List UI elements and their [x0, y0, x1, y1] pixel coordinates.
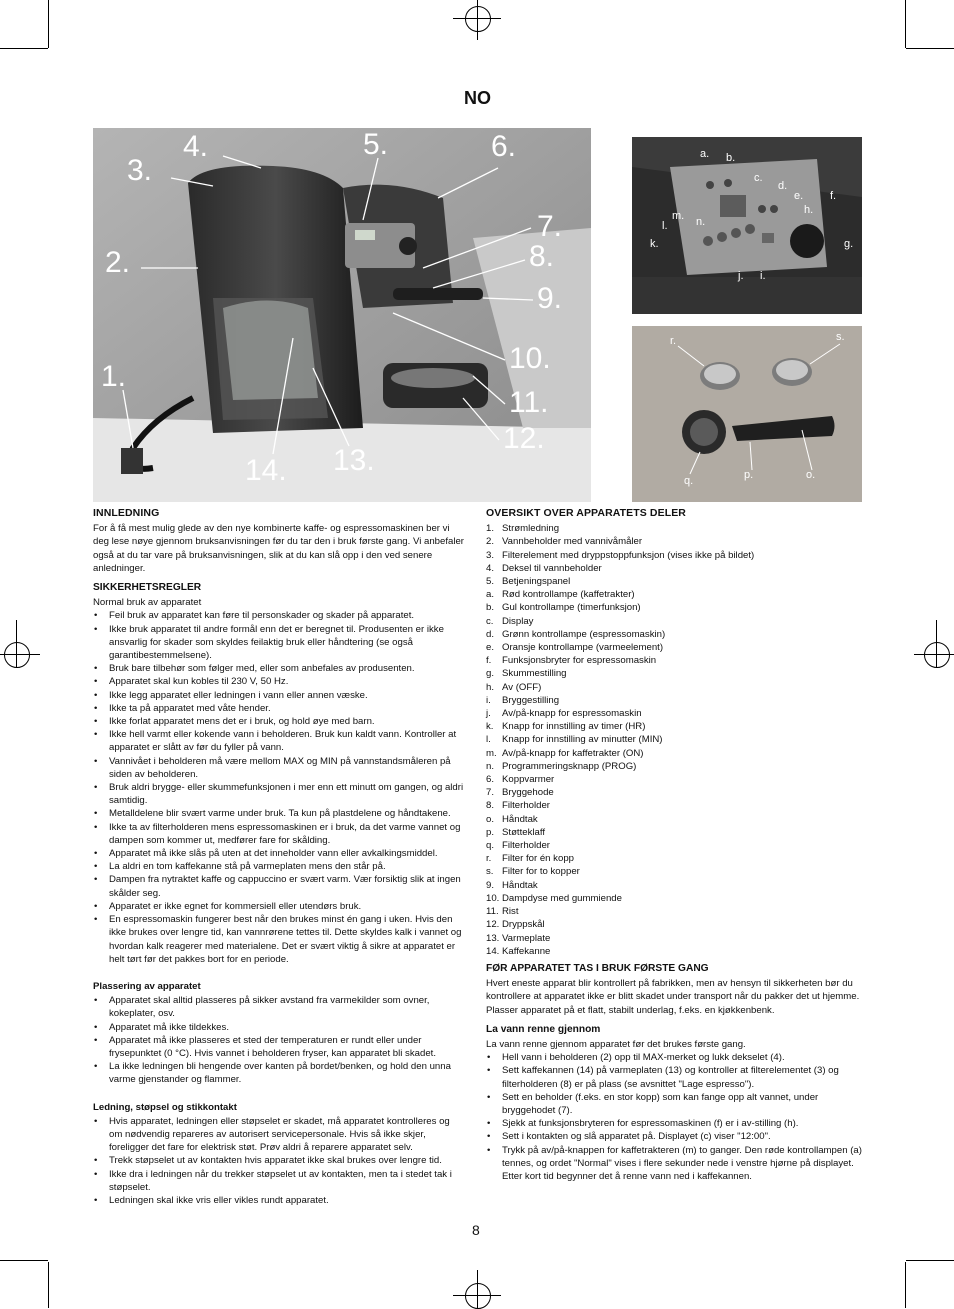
cord-list: [93, 1115, 465, 1207]
placement-heading: Plassering av apparatet: [93, 980, 201, 992]
first-use-text-1: Hvert eneste apparat blir kontrollert på fabrikken, men av hensyn til sikkerheten bør du kontrollere at apparatet ikke er blitt skadet under transport når du pakker det ut hjemme.: [486, 978, 860, 1003]
list-item: • Metalldelene blir svært varme under bruk. Ta kun på plastdelene og håndtakene.: [93, 807, 465, 820]
photo-label-12: 12.: [503, 422, 545, 455]
parts-list-item: [486, 773, 862, 786]
photo-coffee-machine-image: [93, 128, 591, 502]
parts-list-text: Av/på-knapp for kaffetrakter (ON): [502, 747, 644, 759]
parts-list-text: Bryggehode: [502, 787, 554, 799]
panel-label-i: i.: [760, 270, 766, 282]
parts-list-key: 2.: [486, 536, 495, 548]
parts-list-text: Filterholder: [502, 800, 550, 812]
crop-mark: [0, 1260, 48, 1261]
panel-label-a: a.: [700, 148, 710, 160]
parts-list-item: [486, 879, 862, 892]
parts-list-text: Deksel til vannbeholder: [502, 562, 602, 574]
parts-list-text: Dampdyse med gummiende: [502, 892, 622, 904]
parts-list-key: d.: [486, 628, 495, 640]
parts-list-text: Grønn kontrollampe (espressomaskin): [502, 628, 666, 640]
list-item: • Sett en beholder (f.eks. en stor kopp) som kan fange opp alt vannet, under bryggehodet (7).: [486, 1091, 862, 1117]
parts-list-key: 8.: [486, 800, 495, 812]
crop-mark: [48, 1262, 49, 1308]
parts-list-text: Filter for to kopper: [502, 866, 580, 878]
list-item: • Apparatet må ikke tildekkes.: [93, 1021, 465, 1034]
parts-list-item: [486, 562, 862, 575]
parts-list-item: [486, 681, 862, 694]
parts-list-item: [486, 799, 862, 812]
parts-list-text: Håndtak: [502, 813, 538, 825]
safety-list: [93, 609, 465, 965]
parts-list-text: Håndtak: [502, 879, 538, 891]
panel-label-n: n.: [696, 216, 706, 228]
parts-list-text: Kaffekanne: [502, 945, 551, 957]
parts-list: [486, 522, 862, 958]
parts-list-item: [486, 641, 862, 654]
parts-list-item: [486, 667, 862, 680]
parts-list-key: j.: [486, 708, 491, 720]
parts-list-item: [486, 535, 862, 548]
parts-list-key: 6.: [486, 774, 495, 786]
normal-use-label: Normal bruk av apparatet: [93, 597, 202, 609]
parts-list-key: p.: [486, 826, 495, 838]
parts-list-item: [486, 601, 862, 614]
registration-mark: [924, 642, 950, 668]
parts-list-text: Gul kontrollampe (timerfunksjon): [502, 602, 641, 614]
parts-list-text: Funksjonsbryter for espressomaskin: [502, 655, 657, 667]
panel-label-k: k.: [650, 238, 659, 250]
panel-label-j: j.: [738, 270, 744, 282]
list-item: • Dampen fra nytraktet kaffe og cappuccino er svært varm. Vær forsiktig slik at ingen skålder seg.: [93, 873, 465, 899]
parts-list-text: Programmeringsknapp (PROG): [502, 760, 637, 772]
photo-coffee-machine: [93, 128, 591, 502]
placement-list: [93, 994, 465, 1086]
parts-list-text: Oransje kontrollampe (varmeelement): [502, 642, 664, 654]
parts-list-item: [486, 945, 862, 958]
parts-list-key: o.: [486, 813, 495, 825]
parts-list-item: [486, 707, 862, 720]
parts-list-key: k.: [486, 721, 494, 733]
photo-label-8: 8.: [529, 240, 555, 273]
first-use-text-2: Plasser apparatet på et flatt, stabilt underlag, f.eks. en kjøkkenbenk.: [486, 1004, 775, 1016]
parts-list-key: 7.: [486, 787, 495, 799]
parts-list-item: [486, 694, 862, 707]
parts-list-text: Betjeningspanel: [502, 576, 571, 588]
parts-list-item: [486, 865, 862, 878]
panel-label-l: l.: [662, 220, 668, 232]
parts-list-key: 14.: [486, 945, 500, 957]
parts-list-item: [486, 549, 862, 562]
list-item: • Ikke forlat apparatet mens det er i bruk, og hold øye med barn.: [93, 715, 465, 728]
intro-text: For å få mest mulig glede av den nye kombinerte kaffe- og espressomaskinen ber vi deg lese nøye gjennom bruksanvisningen før du tar den i bruk første gang. Vi anbefaler også at du tar vare på bruksanvisningen, slik at du kan slå opp i den ved senere anledninger.: [93, 523, 464, 574]
parts-list-item: [486, 522, 862, 535]
photo-label-6: 6.: [491, 130, 517, 163]
parts-list-text: Av (OFF): [502, 681, 542, 693]
photo-label-4: 4.: [183, 130, 209, 163]
parts-list-key: 9.: [486, 879, 495, 891]
parts-list-text: Dryppskål: [502, 919, 545, 931]
parts-list-item: [486, 905, 862, 918]
panel-label-f: f.: [830, 190, 837, 202]
panel-label-e: e.: [794, 190, 804, 202]
crop-mark: [906, 48, 954, 49]
parts-list-text: Varmeplate: [502, 932, 551, 944]
parts-list-key: 12.: [486, 919, 500, 931]
parts-list-text: Bryggestilling: [502, 694, 560, 706]
list-item: • Bruk aldri brygge- eller skummefunksjonen i mer enn ett minutt om gangen, og aldri samtidig.: [93, 781, 465, 807]
parts-label-q: q.: [684, 475, 694, 487]
left-column: [93, 507, 465, 1207]
registration-mark: [465, 1283, 491, 1309]
parts-list-item: [486, 786, 862, 799]
parts-list-text: Rød kontrollampe (kaffetrakter): [502, 589, 635, 601]
photo-label-2: 2.: [105, 246, 131, 279]
photo-filter-parts-image: [632, 326, 862, 502]
safety-heading: SIKKERHETSREGLER: [93, 582, 202, 594]
water-heading: La vann renne gjennom: [486, 1023, 601, 1035]
parts-list-key: a.: [486, 589, 495, 601]
list-item: • Hvis apparatet, ledningen eller støpselet er skadet, må apparatet kontrolleres og om nødvendig repareres av autorisert servicepersonale. Hvis så ikke skjer, foreligger det fare for elektrisk støt. Prøv aldri å reparere apparatet selv.: [93, 1115, 465, 1155]
list-item: • Apparatet er ikke egnet for kommersiell eller utendørs bruk.: [93, 900, 465, 913]
parts-list-key: g.: [486, 668, 495, 680]
list-item: • Sjekk at funksjonsbryteren for espressomaskinen (f) er i av-stilling (h).: [486, 1117, 862, 1130]
language-code: NO: [464, 88, 491, 108]
photo-control-panel-image: [632, 137, 862, 314]
parts-label-s: s.: [836, 331, 845, 343]
list-item: • Apparatet skal alltid plasseres på sikker avstand fra varmekilder som ovner, kokeplater, osv.: [93, 994, 465, 1020]
parts-list-text: Filter for én kopp: [502, 853, 574, 865]
water-intro: La vann renne gjennom apparatet før det brukes første gang.: [486, 1038, 746, 1050]
photo-control-panel: [632, 137, 862, 314]
water-list: [486, 1051, 862, 1183]
registration-mark: [936, 620, 937, 668]
parts-list-text: Vannbeholder med vannivåmåler: [502, 536, 643, 548]
photo-label-11: 11.: [509, 386, 549, 419]
list-item: • Apparatet må ikke slås på uten at det inneholder vann eller avkalkingsmiddel.: [93, 847, 465, 860]
crop-mark: [906, 1260, 954, 1261]
crop-mark: [0, 48, 48, 49]
parts-list-key: 5.: [486, 576, 495, 588]
photo-label-7: 7.: [537, 210, 563, 243]
registration-mark: [16, 620, 17, 668]
photo-label-9: 9.: [537, 282, 563, 315]
list-item: • Trykk på av/på-knappen for kaffetrakteren (m) to ganger. Den røde kontrollampen (a) tennes, og ordet "Normal" vises i flere sekunder nede i venstre hjørne på displayet. Etter kort tid begynner det å renne vann ned i kaffekannen.: [486, 1144, 862, 1184]
parts-list-item: [486, 628, 862, 641]
list-item: • Apparatet skal kun kobles til 230 V, 50 Hz.: [93, 675, 465, 688]
photo-filter-parts: [632, 326, 862, 502]
parts-list-text: Filterholder: [502, 840, 550, 852]
parts-label-p: p.: [744, 469, 754, 481]
list-item: • Ikke dra i ledningen når du trekker støpselet ut av kontakten, men ta i stedet tak i støpselet.: [93, 1168, 465, 1194]
list-item: • Trekk støpselet ut av kontakten hvis apparatet ikke skal brukes over lengre tid.: [93, 1154, 465, 1167]
photo-label-14: 14.: [245, 454, 287, 487]
registration-mark: [0, 654, 40, 655]
parts-list-key: 1.: [486, 523, 495, 535]
parts-list-key: h.: [486, 681, 495, 693]
parts-list-item: [486, 747, 862, 760]
parts-list-item: [486, 733, 862, 746]
list-item: • Sett i kontakten og slå apparatet på. Displayet (c) viser "12:00".: [486, 1130, 862, 1143]
intro-heading: INNLEDNING: [93, 507, 160, 519]
registration-mark: [914, 654, 954, 655]
parts-list-text: Strømledning: [502, 523, 560, 535]
list-item: • Vannivået i beholderen må være mellom MAX og MIN på vannstandsmåleren på siden av beholderen.: [93, 755, 465, 781]
panel-label-g: g.: [844, 238, 854, 250]
parts-list-key: 3.: [486, 549, 495, 561]
parts-list-key: 10.: [486, 892, 500, 904]
parts-list-key: 13.: [486, 932, 500, 944]
panel-label-b: b.: [726, 152, 736, 164]
registration-mark: [477, 1270, 478, 1308]
parts-list-key: 4.: [486, 562, 495, 574]
parts-label-r: r.: [670, 335, 677, 347]
list-item: • La aldri en tom kaffekanne stå på varmeplaten mens den står på.: [93, 860, 465, 873]
parts-list-key: c.: [486, 615, 494, 627]
parts-list-key: q.: [486, 840, 495, 852]
parts-list-text: Rist: [502, 906, 519, 918]
crop-mark: [905, 0, 906, 48]
list-item: • Ikke legg apparatet eller ledningen i vann eller annen væske.: [93, 689, 465, 702]
photo-label-3: 3.: [127, 154, 153, 187]
parts-list-key: b.: [486, 602, 495, 614]
parts-list-key: r.: [486, 853, 492, 865]
parts-label-o: o.: [806, 469, 816, 481]
list-item: • Ledningen skal ikke vris eller vikles rundt apparatet.: [93, 1194, 465, 1207]
parts-list-text: Skummestilling: [502, 668, 567, 680]
panel-label-h: h.: [804, 204, 814, 216]
parts-heading: OVERSIKT OVER APPARATETS DELER: [486, 507, 686, 519]
parts-list-key: m.: [486, 747, 497, 759]
list-item: • Hell vann i beholderen (2) opp til MAX-merket og lukk dekselet (4).: [486, 1051, 862, 1064]
parts-list-key: l.: [486, 734, 491, 746]
list-item: • Bruk bare tilbehør som følger med, eller som anbefales av produsenten.: [93, 662, 465, 675]
photo-label-1: 1.: [101, 360, 127, 393]
parts-list-text: Av/på-knapp for espressomaskin: [502, 708, 642, 720]
photo-label-10: 10.: [509, 342, 551, 375]
panel-label-d: d.: [778, 180, 788, 192]
cord-heading: Ledning, støpsel og stikkontakt: [93, 1101, 237, 1113]
registration-mark: [465, 6, 491, 32]
parts-list-text: Display: [502, 615, 534, 627]
list-item: • En espressomaskin fungerer best når den brukes minst én gang i uken. Hvis den ikke brukes over lengre tid, kan vannrørene tettes til. Dette skyldes kalk i vannet og hvordan kalk reagerer med materialene. Det er svært viktig å sikre at apparatet er helt tørt før det pakkes bort for en periode.: [93, 913, 465, 966]
parts-list-item: [486, 575, 862, 588]
list-item: • La ikke ledningen bli hengende over kanten på bordet/benken, og hold den unna varme gjenstander og flammer.: [93, 1060, 465, 1086]
parts-list-item: [486, 720, 862, 733]
panel-label-m: m.: [672, 210, 685, 222]
parts-list-item: [486, 654, 862, 667]
parts-list-key: s.: [486, 866, 494, 878]
parts-list-item: [486, 932, 862, 945]
photo-label-13: 13.: [333, 444, 375, 477]
parts-list-item: [486, 588, 862, 601]
parts-list-item: [486, 918, 862, 931]
page-number: 8: [472, 1222, 480, 1238]
list-item: • Apparatet må ikke plasseres et sted der temperaturen er rundt eller under frysepunktet (0 °C). Hvis vannet i beholderen fryser, kan apparatet bli skadet.: [93, 1034, 465, 1060]
parts-list-item: [486, 615, 862, 628]
list-item: • Ikke ta av filterholderen mens espressomaskinen er i bruk, da det varme vannet og dampen som kommer ut, medfører fare for skålding.: [93, 821, 465, 847]
parts-list-key: i.: [486, 694, 491, 706]
parts-list-text: Koppvarmer: [502, 774, 555, 786]
registration-mark: [477, 0, 478, 40]
parts-list-key: n.: [486, 760, 495, 772]
parts-list-item: [486, 760, 862, 773]
parts-list-item: [486, 813, 862, 826]
parts-list-item: [486, 839, 862, 852]
first-use-heading: FØR APPARATET TAS I BRUK FØRSTE GANG: [486, 962, 709, 974]
parts-list-item: [486, 826, 862, 839]
list-item: • Sett kaffekannen (14) på varmeplaten (13) og kontroller at filterelementet (3) og filterholderen (8) er på plass (se avsnittet "Lage espresso").: [486, 1064, 862, 1090]
parts-list-text: Støtteklaff: [502, 826, 546, 838]
list-item: • Ikke bruk apparatet til andre formål enn det er beregnet til. Produsenten er ikke ansvarlig for skader som skyldes feilaktig bruk eller håndtering (se også garantibestemmelsene).: [93, 623, 465, 663]
crop-mark: [48, 0, 49, 48]
parts-list-key: e.: [486, 642, 495, 654]
photo-label-5: 5.: [363, 128, 389, 161]
list-item: • Ikke hell varmt eller kokende vann i beholderen. Bruk kun kaldt vann. Kontroller at apparatet er slått av før du fyller på vann.: [93, 728, 465, 754]
parts-list-item: [486, 852, 862, 865]
parts-list-text: Knapp for innstilling av timer (HR): [502, 721, 646, 733]
parts-list-text: Filterelement med dryppstoppfunksjon (vises ikke på bildet): [502, 549, 755, 561]
list-item: • Feil bruk av apparatet kan føre til personskader og skader på apparatet.: [93, 609, 465, 622]
list-item: • Ikke ta på apparatet med våte hender.: [93, 702, 465, 715]
parts-list-item: [486, 892, 862, 905]
right-column: [486, 507, 862, 1183]
crop-mark: [905, 1262, 906, 1308]
parts-list-text: Knapp for innstilling av minutter (MIN): [502, 734, 663, 746]
registration-mark: [4, 642, 30, 668]
panel-label-c: c.: [754, 172, 763, 184]
parts-list-key: 11.: [486, 906, 499, 918]
parts-list-key: f.: [486, 655, 492, 667]
